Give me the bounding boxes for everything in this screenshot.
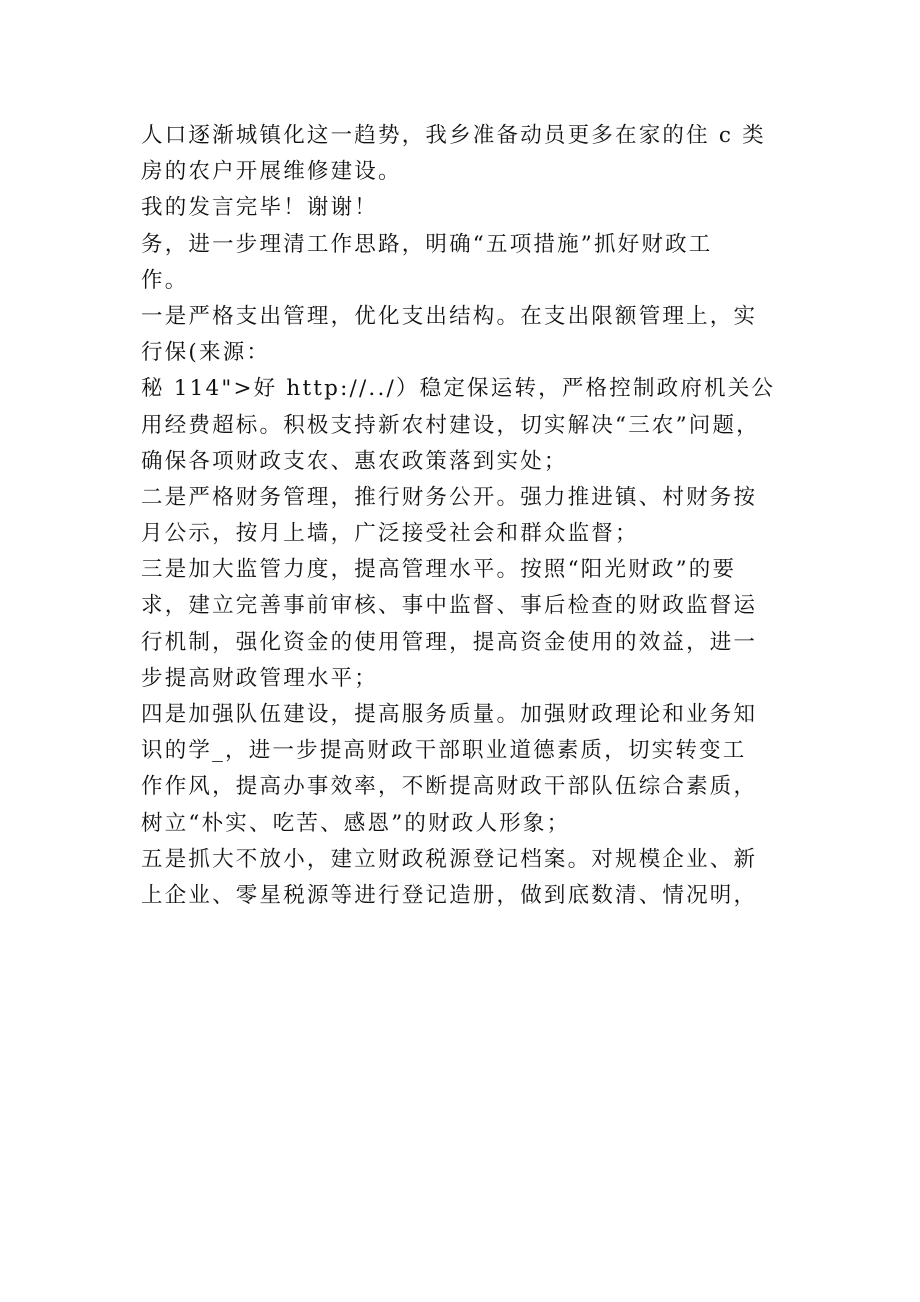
text-line: 行机制，强化资金的使用管理，提高资金使用的效益，进一 xyxy=(141,629,758,655)
text-line: 月公示，按月上墙，广泛接受社会和群众监督； xyxy=(141,521,639,547)
text-line: 五是抓大不放小，建立财政税源登记档案。对规模企业、新 xyxy=(141,846,758,872)
text-line: 人口逐渐城镇化这一趋势，我乡准备动员更多在家的住 c 类 xyxy=(141,123,766,148)
text-line: 四是加强队伍建设，提高服务质量。加强财政理论和业务知 xyxy=(141,702,758,727)
text-line: 行保(来源： xyxy=(141,340,271,366)
text-line: 作作风，提高办事效率，不断提高财政干部队伍综合素质， xyxy=(141,774,758,800)
text-line: 识的学_，进一步提高财政干部职业道德素质，切实转变工 xyxy=(141,738,747,764)
text-line: 房的农户开展维修建设。 xyxy=(141,159,402,185)
text-line: 步提高财政管理水平； xyxy=(141,665,379,691)
text-line: 求，建立完善事前审核、事中监督、事后检查的财政监督运 xyxy=(141,593,758,619)
text-line: 确保各项财政支农、惠农政策落到实处； xyxy=(141,448,568,474)
text-line: 二是严格财务管理，推行财务公开。强力推进镇、村财务按 xyxy=(141,484,758,510)
text-line: 用经费超标。积极支持新农村建设，切实解决“三农”问题， xyxy=(141,412,760,438)
text-line: 三是加大监管力度，提高管理水平。按照“阳光财政”的要 xyxy=(141,557,737,583)
text-line: 一是严格支出管理，优化支出结构。在支出限额管理上，实 xyxy=(141,303,758,329)
text-line: 作。 xyxy=(141,267,189,293)
text-line: 我的发言完毕！谢谢！ xyxy=(141,195,379,221)
text-line: 上企业、零星税源等进行登记造册，做到底数清、情况明， xyxy=(141,882,758,908)
document-body xyxy=(141,118,791,914)
text-line: 树立“朴实、吃苦、感恩”的财政人形象； xyxy=(141,810,571,836)
text-line: 秘 114">好 http://../）稳定保运转，严格控制政府机关公 xyxy=(141,376,776,402)
text-line: 务，进一步理清工作思路，明确“五项措施”抓好财政工 xyxy=(141,231,713,257)
